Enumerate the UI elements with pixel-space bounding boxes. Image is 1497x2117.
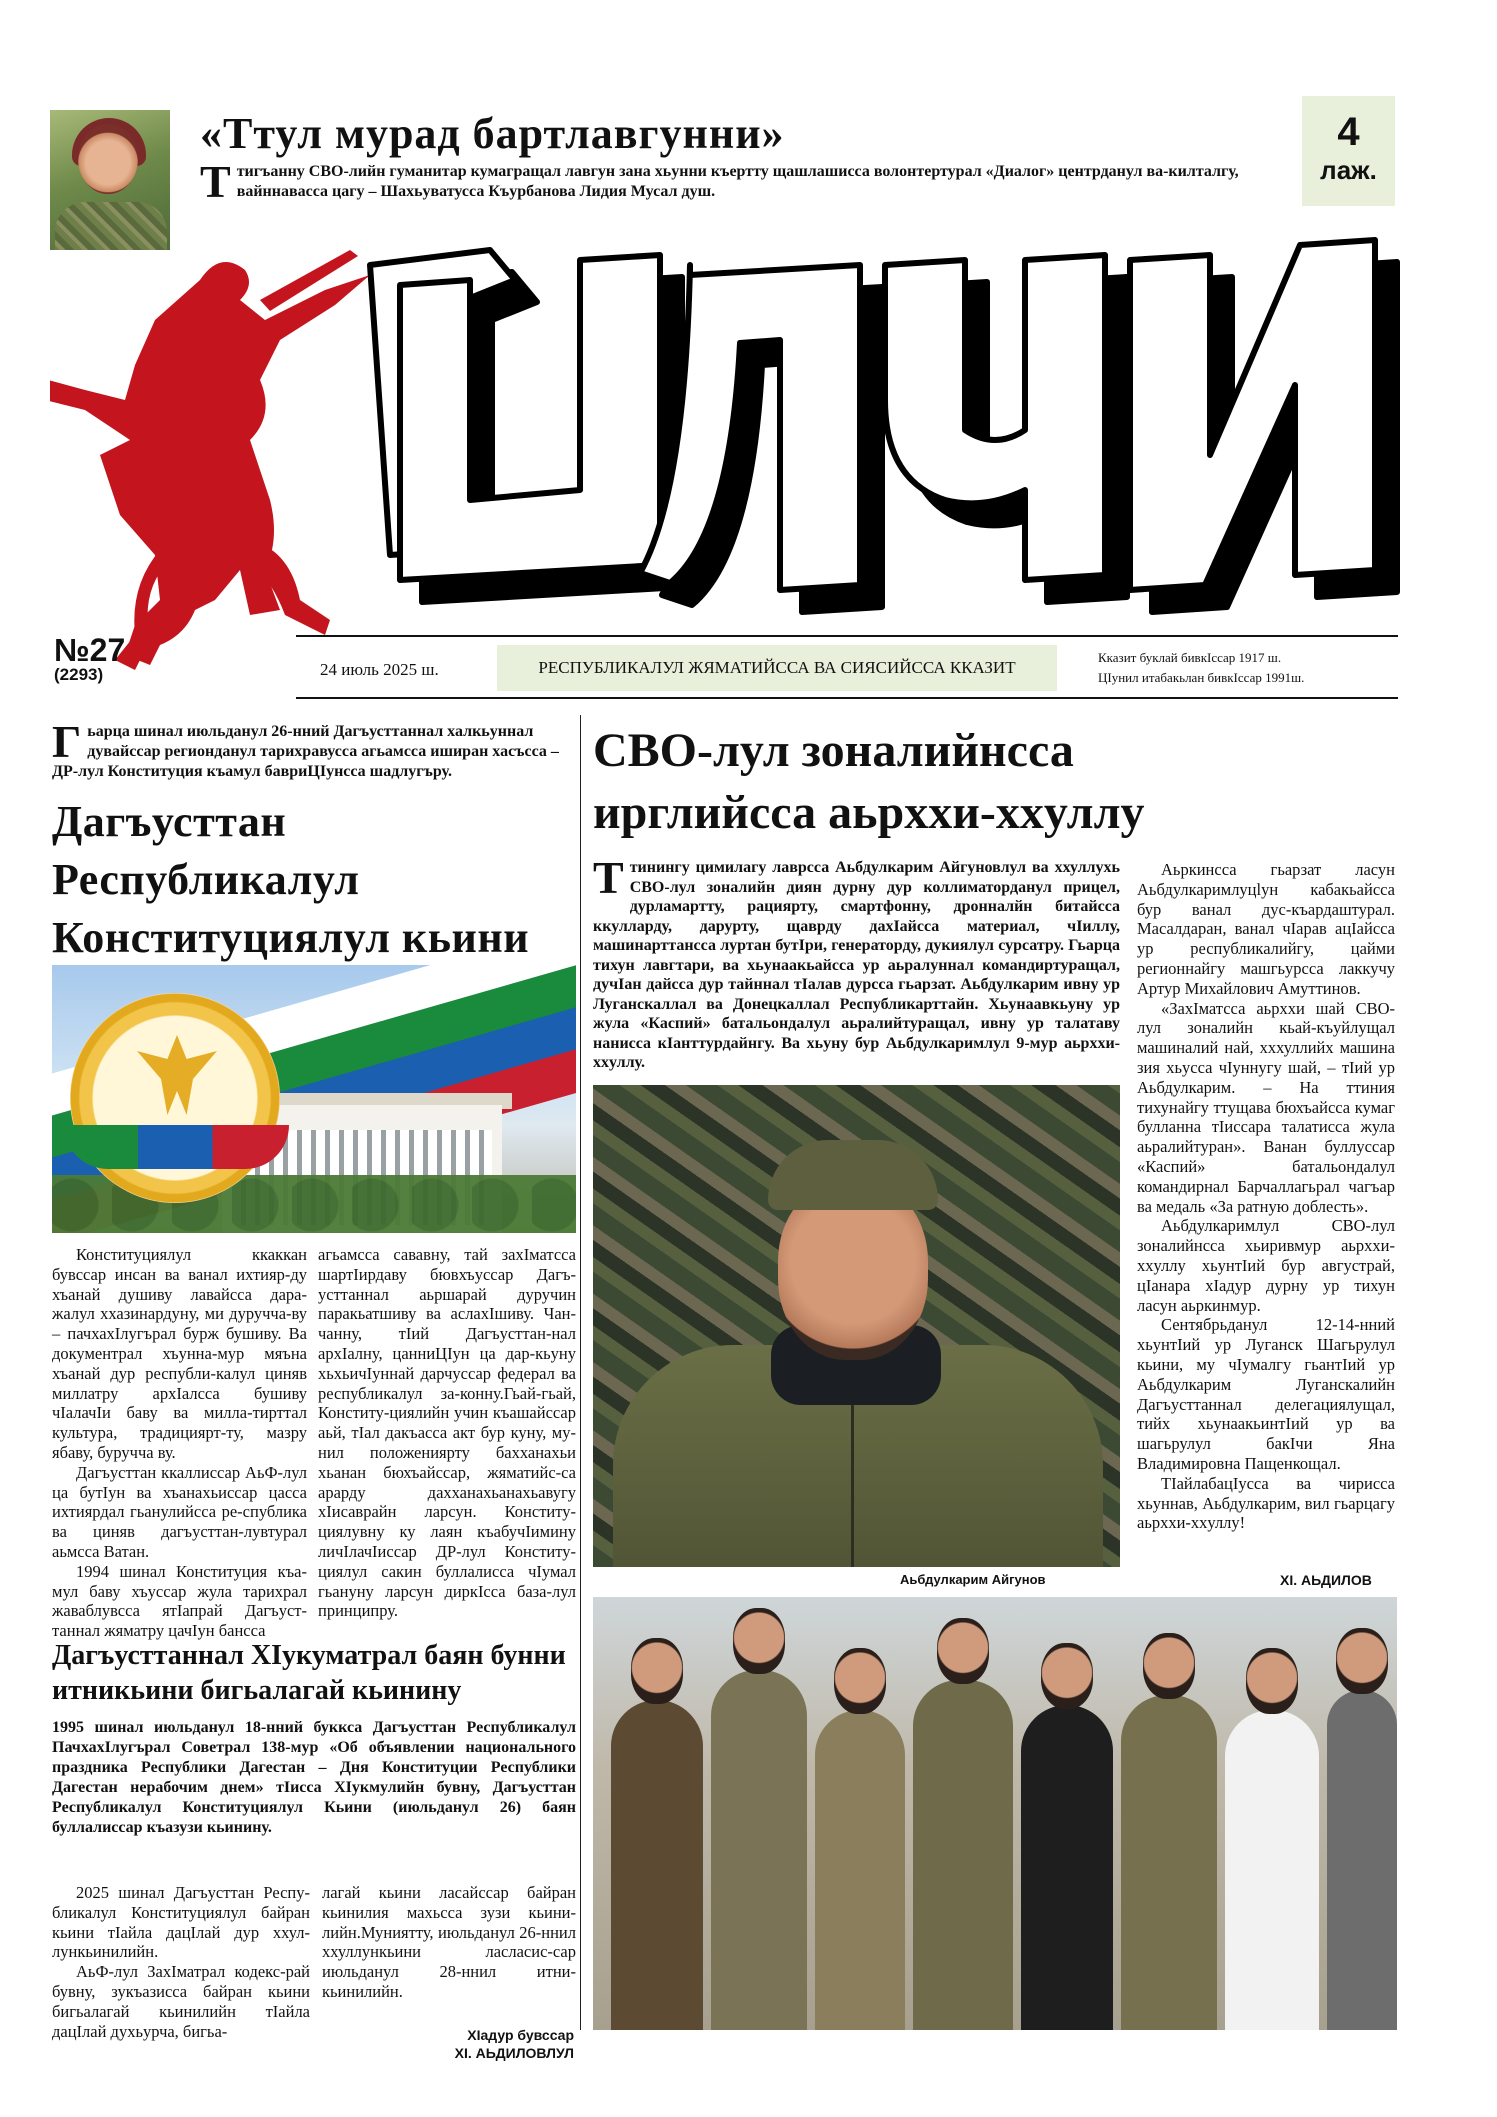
svo-drop-cap: Т: [593, 852, 624, 903]
rider-emblem-icon: [50, 240, 380, 700]
constitution-drop-cap: Г: [52, 716, 82, 767]
holiday-headline[interactable]: Дагъусттаннал ХIукуматрал баян бунни итникьини бигьалагай кьинину: [52, 1640, 566, 1706]
svo-lead-text: тинингу цимилагу лаврсса Аьбдулкарим Айгуновлул ва ххуллухь СВО-лул зоналийн диян дурну дур коллиматорданул прицел, дурламартту, рациярту, смартфонну, дронналйн битайсса ккулларду, дарурту, щаврду дахIайсса материал, чIиллу, машинарттансса луртан бутIри, генераторду, дукиялул сурсатру. Гьарца тихун лавгтари, ва хьунаакьайсса ур аьралуннал командиртуращал, дучIан дайсса дур тайннал тIалав дурсса гьарзат. Аьбдулкарим ивну ур Луганскаллал ва Донецкаллал Республикарттайн. Хьунаавкьуну ур жула «Каспий» батальондалул аьралийтуращал, ивну ур талатаву нанисса кIанттурдайнгу. Ва хьуну бур Аьбдулкаримлул 9-мур аьрхxи-хxуллу.: [593, 859, 1120, 1071]
headline-line: Республикалул: [52, 855, 360, 904]
issue-total-number: (2293): [54, 665, 104, 684]
paragraph: агьамсса сававну, тай захIматсса шартIирдаву бювхъуссар Дагъ-усттаннал аьршарай дуручин паракьатшиву ва аслахIшиву. Чан-чанну, тIий Дагъусттан-нал архIалну, цанниЦIун ца дар-кьуну хьхьичIуннай дарчуссар федерал ва республикалул за-конну.Гьай-гьай, Конститу-циялийн учин къашайссар аьй, тIал дакъасса акт бур куну, му-нил положениярту бахханахьи хьанан бюхъайссар, жяматийс-са арарду дахханахьанахьавугу хIисаврайн ларсун. Конститу-циялувну ку лаян къабучIимину личIлачIиссар ДР-лул Конститу-циялул сакин буллалисса чIумал гьануну ларсун диркIсса база-лул принципру.: [318, 1245, 576, 1621]
page-number: 4: [1337, 110, 1360, 154]
portrait-photo: [593, 1085, 1120, 1567]
holiday-body-col1: [52, 1883, 310, 2041]
paragraph: ТIайлабацIусса ва чирисса хьуннав, Аьбдулкарим, вил гьарцагу аьрхxи-хxуллу!: [1137, 1473, 1395, 1533]
masthead-rule: [296, 697, 1398, 699]
author-name: ХI. АЬДИЛОВЛУЛ: [454, 2045, 574, 2061]
teaser-body: тигъанну СВО-лийн гуманитар кумагращал лавгун зана хьунни къертту щашлашисса волонтертурал «Диалог» центрданул ва-килталгу, вайннавасса цагу – Шахьуватусса Къурбанова Лидия Мусал душ.: [236, 163, 1239, 200]
paragraph: Дагъусттан ккаллиссар АьФ-лул ца бутIун ва хъанахьиссар цасса ихтиярдал гьанулийсса ре-спублика ва циняв дагъусттан-лувтурал аьмсса Ватан.: [52, 1462, 307, 1561]
svo-body-col2: [1137, 860, 1395, 1533]
teaser-title[interactable]: «Ттул мурад бартлавгунни»: [200, 109, 785, 158]
founded-note: Кказит буклай бивкIссар 1917 ш.: [1098, 650, 1282, 665]
issue-number: №27: [54, 632, 126, 668]
author-credit-label: ХIадур бувссар: [467, 2027, 574, 2043]
photo-caption: Аьбдулкарим Айгунов: [900, 1572, 1046, 1587]
headline-line: СВО-лул зоналийнсса: [593, 724, 1074, 777]
dagestan-emblem-icon: [70, 993, 280, 1203]
paragraph: Аьркинсса гьарзат ласун Аьбдулкаримлуцlун кабакьайсса бур ванал дус-къардаштурал. Масалдаран, ванал чIарав ацIайсса ур республикалийгу, цайми регионнайгу машгьурсса лаккучу Артур Михайлович Амуттинов.: [1137, 860, 1395, 998]
refounded-note: ЦIунил итабакьлан бивкIссар 1991ш.: [1098, 670, 1305, 685]
svo-headline[interactable]: [593, 720, 1393, 844]
author-name: ХI. АЬДИЛОВ: [1280, 1572, 1372, 1588]
holiday-lead: 1995 шинал июльданул 18-нний буккса Дагъусттан Республикалул ПачхахIлугърал Советрал 138-мур «Об объявлении национального праздника Республики Дагестан – Дня Конституции Республики Дагестан нерабочим днем» тIисса ХIукмулийн бувну, Дагъусттан Республикалул Конституциялул Кьини (июльданул 26) баян буллалиссар къазузи кьинину.: [52, 1719, 576, 1836]
paragraph: Аьбдулкаримлул СВО-лул зоналийнсса хьиривмур аьрхxи-хxуллу хьунтIий бур августрай, цIанара хIадур дурну ур тихун ласун аьркинмур.: [1137, 1216, 1395, 1315]
constitution-day-image: [52, 965, 576, 1233]
teaser-portrait-photo: [50, 110, 170, 250]
constitution-headline[interactable]: [52, 793, 582, 967]
newspaper-tagline: РЕСПУБЛИКАЛУЛ ЖЯМАТИЙССА ВА СИЯСИЙССА ККАЗИТ: [497, 645, 1057, 691]
teaser-drop-cap: Т: [200, 156, 231, 207]
constitution-lead-text: ьарца шинал июльданул 26-нний Дагъусттаннал халкьуннал дувайссар регионданул тарихравусса агьамсса иширан хасъсса – ДР-лул Конституция къамул бавриЦIунсса шадлугъру.: [52, 723, 559, 780]
svo-lead: [593, 852, 1120, 1073]
page-label: лаж.: [1320, 155, 1377, 185]
paragraph: Сентябрьданул 12-14-нний хьунтIий ур Луганск Шагьрулул кьини, му чIумалгу гьантIий ур Аьбдулкарим Луганскалийн Дагъусттаннал делегациялущал, тийх хьунаакьинтIий ур ва шагьрулул бакIчи Яна Владимировна Пащенкощал.: [1137, 1315, 1395, 1473]
paragraph: 2025 шинал Дагъусттан Респу-бликалул Конституциялул байран кьини тIайла дацIлай дур ххул-лункьинилийн.: [52, 1883, 310, 1962]
headline-line: Дагъусттан: [52, 797, 287, 846]
page-number-badge: [1302, 96, 1395, 206]
masthead-rule: [296, 635, 1398, 637]
masthead-logo-icon: [340, 205, 1400, 635]
headline-line: Конституциялул кьини: [52, 913, 530, 962]
paragraph: лагай кьини ласайссар байран кьинилия махьсса зузи кьини-лийн.Муниятту, июльданул 26-ннил ххуллункьини ласласис-сар июльданул 28-ннил итни-кьинилийн.: [322, 1883, 576, 2001]
constitution-body-col1: [52, 1245, 307, 1641]
headline-line: ирглийсса аьрхxи-хxуллу: [593, 786, 1145, 839]
constitution-body-col2: [318, 1245, 576, 1621]
paragraph: 1994 шинал Конституция къа-мул баву хъуссар жула тарихрал жаваблувсса ятIапрай Дагъуст-таннал жяматру цачIун бансса: [52, 1561, 307, 1641]
paragraph: «ЗахIматсса аьрхxи шай СВО-лул зоналийн кьай-къуйлущал машиналий най, хххуллийх машина зия хьусса чIуннугу шай, – тIий ур Аьбдулкарим. – На ттиния тихунайгу ттущава бюхъайсса кумаг булланна тIиссара талатисса жула аьралийтуран». Ванан буллуссар «Каспий» батальондалул командирнал Барчаллагьрал чагъар ва медаль «За ратную доблесть».: [1137, 998, 1395, 1216]
group-photo: [593, 1597, 1397, 2030]
holiday-body-col2: [322, 1883, 576, 2002]
issue-date: 24 июль 2025 ш.: [320, 660, 439, 679]
paragraph: Конституциялул ккаккан бувссар инсан ва ванал ихтияр-ду хъанай душиву лавайсса дара-жалул ххазинардуну, ми дуручча-ву – пачхахIлугърал бурж бушиву. Ва документрал хъунна-мур мяъна хъанай дур республи-калул циняв миллатру архIалсса бушиву чIалачIи баву ва милла-тирттал культура, традициярт-ту, мазру ябаву, буручча ву.: [52, 1245, 307, 1462]
paragraph: АьФ-лул ЗахIматрал кодекс-рай бувну, зукъазисса байран кьини бигьалагай кьинилийн тIайла дацIлай духьурча, бигьа-: [52, 1962, 310, 2041]
teaser-text: [200, 156, 1240, 207]
constitution-lead: [52, 716, 574, 782]
